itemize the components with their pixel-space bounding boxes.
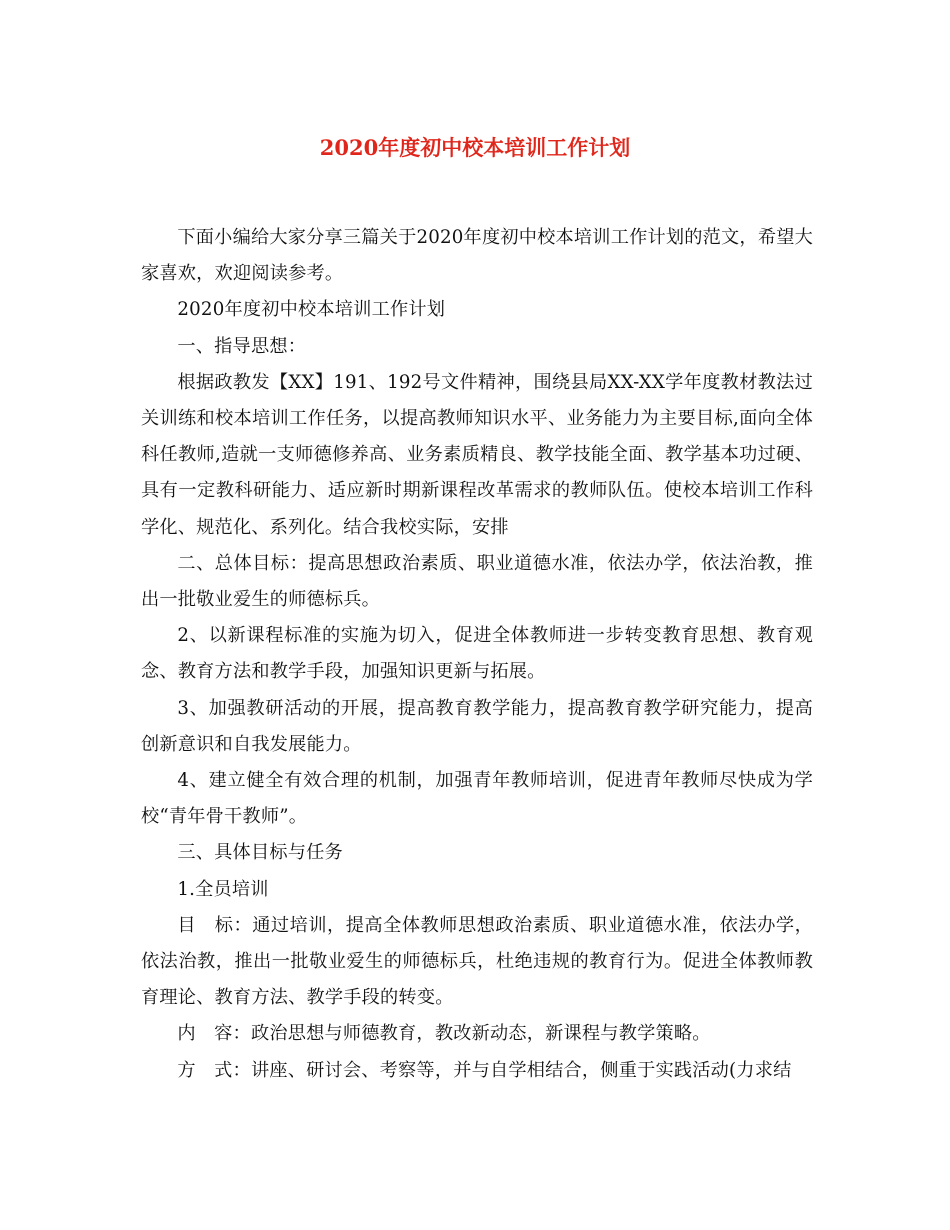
paragraph-training-method: 方 式：讲座、研讨会、考察等，并与自学相结合，侧重于实践活动(力求结 (177, 1059, 792, 1081)
section-heading-guiding-thought: 一、指导思想： (177, 335, 307, 357)
paragraph-goal-3: 3、加强教研活动的开展，提高教育教学能力，提高教育教学研究能力，提高创新意识和自我发展能力。 (141, 697, 813, 755)
paragraph-goal-4: 4、建立健全有效合理的机制，加强青年教师培训，促进青年教师尽快成为学校“青年骨干教师”。 (141, 770, 813, 828)
section-heading-specific-goals: 三、具体目标与任务 (177, 842, 343, 864)
document-body (141, 220, 813, 1089)
paragraph-subtitle: 2020年度初中校本培训工作计划 (177, 299, 446, 321)
paragraph-training-content: 内 容：政治思想与师德教育，教改新动态，新课程与教学策略。 (177, 1023, 711, 1045)
paragraph-goal-2: 2、以新课程标准的实施为切入，促进全体教师进一步转变教育思想、教育观念、教育方法和教学手段，加强知识更新与拓展。 (141, 625, 813, 683)
paragraph-training-target: 目 标：通过培训，提高全体教师思想政治素质、职业道德水准，依法办学，依法治教，推出一批敬业爱生的师德标兵，杜绝违规的教育行为。促进全体教师教育理论、教育方法、教学手段的转变。 (141, 914, 813, 1009)
paragraph-overall-goal: 二、总体目标：提高思想政治素质、职业道德水准，依法办学，依法治教，推出一批敬业爱生的师德标兵。 (141, 552, 813, 611)
subsection-heading-all-staff-training: 1.全员培训 (177, 878, 269, 900)
paragraph-intro: 下面小编给大家分享三篇关于2020年度初中校本培训工作计划的范文，希望大家喜欢，欢迎阅读参考。 (141, 227, 813, 285)
document-title: 2020年度初中校本培训工作计划 (319, 135, 631, 160)
paragraph-guiding-thought: 根据政教发【XX】191、192号文件精神，围绕县局XX-XX学年度教材教法过关训练和校本培训工作任务，以提高教师知识水平、业务能力为主要目标,面向全体科任教师,造就一支师德修养高、业务素质精良、教学技能全面、教学基本功过硬、具有一定教科研能力、适应新时期新课程改革需求的教师队伍。使校本培训工作科学化、规范化、系列化。结合我校实际，安排 (141, 371, 813, 538)
